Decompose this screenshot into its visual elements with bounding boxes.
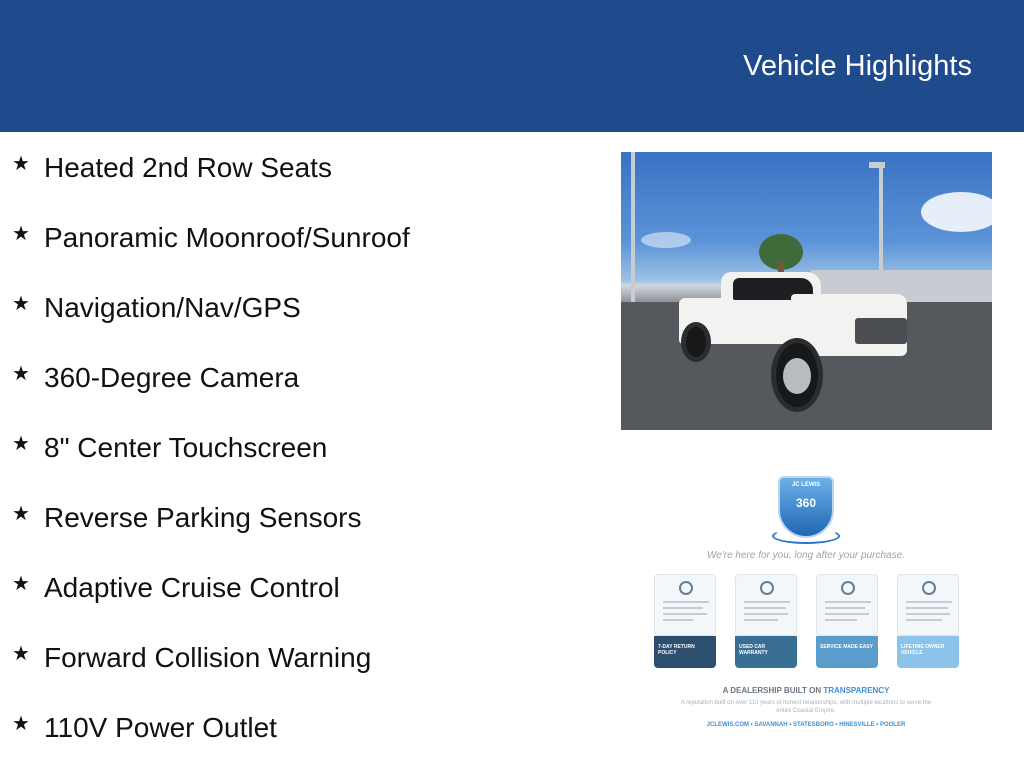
feature-item [10, 360, 299, 396]
card-body [816, 574, 878, 636]
feature-label: 8" Center Touchscreen [44, 432, 328, 463]
promo-tagline: We're here for you, long after your purchase. [707, 550, 905, 561]
text-line [906, 613, 950, 615]
utility-pole [631, 152, 635, 302]
card-footer [816, 636, 878, 668]
ring-icon [772, 528, 840, 544]
text-line [825, 619, 857, 621]
star-icon: ★ [12, 642, 30, 665]
card-body [897, 574, 959, 636]
feature-item [10, 500, 361, 536]
text-line [663, 607, 703, 609]
card-label: LIFETIME OWNER VEHICLE [901, 644, 945, 656]
star-icon: ★ [12, 712, 30, 735]
star-icon: ★ [12, 572, 30, 595]
text-line [906, 619, 942, 621]
owner-icon [922, 581, 936, 595]
promo-heading [648, 686, 964, 695]
star-icon: ★ [12, 502, 30, 525]
service-icon [841, 581, 855, 595]
feature-label: 110V Power Outlet [44, 712, 277, 743]
text-line [663, 619, 693, 621]
promo-subtext: A reputation built on over 110 years of honest relationships, with multiple locations to serve the entire Coastal Empire. [680, 700, 932, 714]
feature-item [10, 220, 410, 256]
promo-card [654, 574, 716, 668]
text-line [906, 607, 948, 609]
card-footer [897, 636, 959, 668]
card-label: USED CAR WARRANTY [739, 644, 768, 656]
feature-item [10, 430, 327, 466]
star-icon: ★ [12, 362, 30, 385]
promo-heading-prefix: A DEALERSHIP BUILT ON [722, 686, 822, 695]
card-label: SERVICE MADE EASY [820, 644, 873, 650]
card-body [654, 574, 716, 636]
page-title: Vehicle Highlights [743, 50, 972, 82]
feature-item [10, 570, 340, 606]
feature-label: Forward Collision Warning [44, 642, 372, 673]
front-rim [783, 358, 811, 394]
star-icon: ★ [12, 432, 30, 455]
feature-label: 360-Degree Camera [44, 362, 300, 393]
vehicle-photo [621, 152, 992, 430]
feature-label: Navigation/Nav/GPS [44, 292, 301, 323]
text-line [744, 613, 788, 615]
shield-brand: JC LEWIS [791, 482, 821, 488]
feature-label: Reverse Parking Sensors [44, 502, 362, 533]
truck-grille [855, 318, 907, 344]
feature-item [10, 710, 277, 746]
feature-item [10, 290, 301, 326]
warranty-icon [760, 581, 774, 595]
dealer-promo-graphic [648, 470, 964, 740]
light-fixture [869, 162, 885, 168]
card-body [735, 574, 797, 636]
cloud [921, 192, 992, 232]
card-footer [654, 636, 716, 668]
text-line [825, 607, 865, 609]
text-line [825, 613, 869, 615]
text-line [744, 619, 778, 621]
rear-wheel [681, 322, 711, 362]
text-line [663, 601, 709, 603]
card-footer [735, 636, 797, 668]
return-icon [679, 581, 693, 595]
cloud [641, 232, 691, 248]
promo-heading-highlight: TRANSPARENCY [823, 686, 890, 695]
star-icon: ★ [12, 152, 30, 175]
feature-label: Adaptive Cruise Control [44, 572, 340, 603]
star-icon: ★ [12, 292, 30, 315]
promo-card [897, 574, 959, 668]
header-bar [0, 0, 1024, 132]
text-line [744, 601, 790, 603]
text-line [825, 601, 871, 603]
promo-card [816, 574, 878, 668]
text-line [744, 607, 786, 609]
text-line [906, 601, 952, 603]
star-icon: ★ [12, 222, 30, 245]
text-line [663, 613, 707, 615]
promo-card [735, 574, 797, 668]
feature-item [10, 150, 332, 186]
card-label: 7-DAY RETURN POLICY [658, 644, 695, 656]
feature-item [10, 640, 371, 676]
promo-footer-links: JCLEWIS.COM • SAVANNAH • STATESBORO • HINESVILLE • POOLER [706, 722, 906, 728]
feature-label: Heated 2nd Row Seats [44, 152, 332, 183]
shield-number: 360 [795, 496, 817, 510]
feature-label: Panoramic Moonroof/Sunroof [44, 222, 410, 253]
